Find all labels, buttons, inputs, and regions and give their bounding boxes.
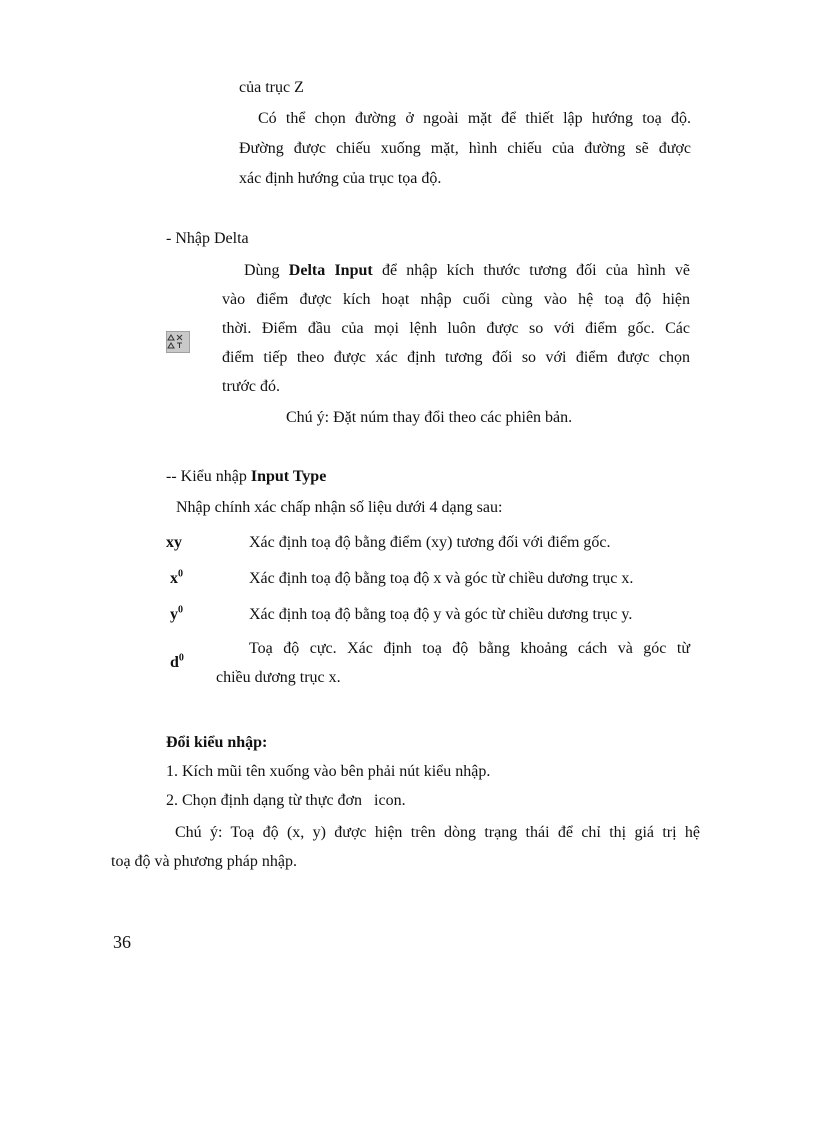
text-line: trước đó. bbox=[222, 378, 281, 395]
key-superscript: 0 bbox=[178, 652, 184, 664]
section-heading-change: Đổi kiểu nhập: bbox=[166, 734, 268, 751]
text-line: Đường được chiếu xuống mặt, hình chiếu của đường sẽ được bbox=[239, 140, 691, 157]
input-type-desc-x0: Xác định toạ độ bằng toạ độ x và góc từ chiều dương trục x. bbox=[249, 570, 634, 587]
key-label: xy bbox=[166, 534, 182, 551]
delta-intro-suffix: để nhập kích thước tương đối của hình vẽ bbox=[372, 262, 691, 279]
delta-intro-line bbox=[222, 262, 690, 280]
delta-input-icon bbox=[166, 331, 190, 353]
input-type-desc-xy: Xác định toạ độ bằng điểm (xy) tương đối với điểm gốc. bbox=[249, 534, 611, 551]
text-line: xác định hướng của trục tọa độ. bbox=[239, 170, 442, 187]
key-superscript: 0 bbox=[178, 568, 183, 580]
text-line: điểm tiếp theo được xác định tương đối so với điểm được chọn bbox=[222, 349, 690, 366]
key-label: d bbox=[170, 654, 179, 671]
section-heading-delta: - Nhập Delta bbox=[166, 230, 249, 247]
input-type-term: Input Type bbox=[250, 468, 327, 485]
input-type-desc-y0: Xác định toạ độ bằng toạ độ y và góc từ chiều dương trục y. bbox=[249, 606, 633, 623]
step-1: 1. Kích mũi tên xuống vào bên phải nút kiểu nhập. bbox=[166, 763, 491, 780]
delta-note: Chú ý: Đặt núm thay đổi theo các phiên bản. bbox=[286, 409, 573, 426]
key-label: x bbox=[170, 570, 178, 587]
input-type-key-d0 bbox=[170, 654, 184, 672]
input-type-key-y0 bbox=[170, 606, 183, 624]
text-line: của trục Z bbox=[239, 79, 304, 96]
change-note-line: toạ độ và phương pháp nhập. bbox=[111, 853, 297, 870]
text-line: thời. Điểm đầu của mọi lệnh luôn được so với điểm gốc. Các bbox=[222, 320, 690, 337]
input-type-desc-d0-cont: chiều dương trục x. bbox=[216, 669, 341, 686]
key-superscript: 0 bbox=[178, 604, 183, 616]
key-label: y bbox=[170, 606, 178, 623]
change-note-line: Chú ý: Toạ độ (x, y) được hiện trên dòng trạng thái để chỉ thị giá trị hệ bbox=[175, 824, 700, 841]
text-line: vào điểm được kích hoạt nhập cuối cùng vào hệ toạ độ hiện bbox=[222, 291, 690, 308]
delta-intro-prefix: Dùng bbox=[244, 262, 289, 279]
section-heading-input-type bbox=[166, 468, 326, 486]
input-type-intro: Nhập chính xác chấp nhận số liệu dưới 4 dạng sau: bbox=[176, 499, 503, 516]
page-number: 36 bbox=[113, 932, 131, 952]
delta-input-term: Delta Input bbox=[288, 262, 373, 279]
input-type-key-x0 bbox=[170, 570, 183, 588]
input-type-desc-d0: Toạ độ cực. Xác định toạ độ bằng khoảng cách và góc từ bbox=[249, 640, 690, 657]
input-type-heading-prefix: -- Kiểu nhập bbox=[166, 468, 251, 485]
input-type-key-xy bbox=[166, 534, 182, 552]
step-2: 2. Chọn định dạng từ thực đơn icon. bbox=[166, 792, 406, 809]
text-line: Có thể chọn đường ở ngoài mặt để thiết lập hướng toạ độ. bbox=[258, 110, 691, 127]
